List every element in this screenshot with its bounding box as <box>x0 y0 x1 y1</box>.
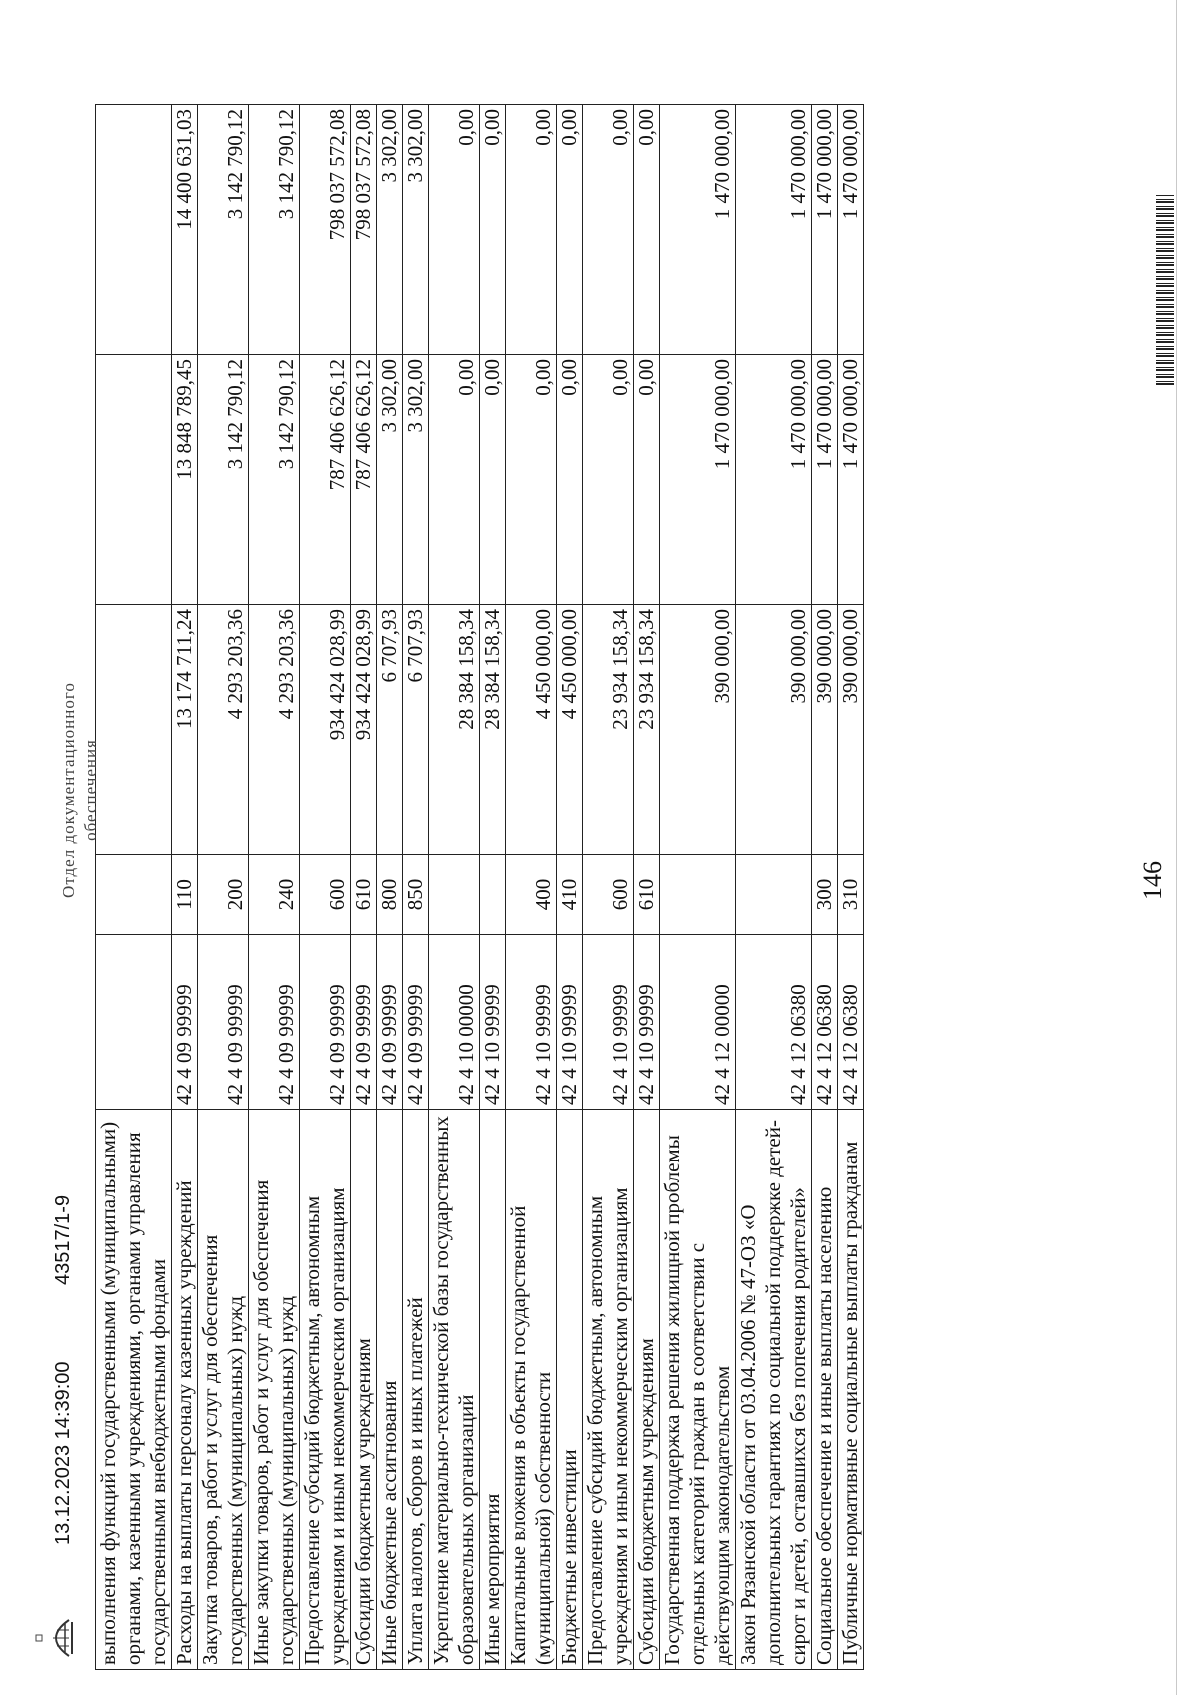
amount-year-2-cell: 0,00 <box>583 355 634 605</box>
budget-code-cell: 42 4 09 99999 <box>403 935 429 1110</box>
table-row <box>300 105 351 1670</box>
amount-year-1-cell <box>96 605 172 855</box>
amount-year-1-cell: 934 424 028,99 <box>300 605 351 855</box>
amount-year-3-cell: 1 470 000,00 <box>736 105 812 355</box>
table-row <box>429 105 480 1670</box>
expense-type-cell: 610 <box>634 855 660 935</box>
amount-year-1-cell: 13 174 711,24 <box>172 605 198 855</box>
emblem-stamp-icon <box>35 1616 75 1660</box>
amount-year-2-cell: 0,00 <box>480 355 506 605</box>
expense-type-cell: 400 <box>506 855 557 935</box>
budget-code-cell: 42 4 10 00000 <box>429 935 480 1110</box>
amount-year-1-cell: 934 424 028,99 <box>351 605 377 855</box>
amount-year-3-cell: 1 470 000,00 <box>660 105 736 355</box>
expense-type-cell: 850 <box>403 855 429 935</box>
amount-year-3-cell: 3 142 790,12 <box>198 105 249 355</box>
amount-year-1-cell: 390 000,00 <box>838 605 864 855</box>
amount-year-2-cell: 1 470 000,00 <box>660 355 736 605</box>
expense-type-cell: 110 <box>172 855 198 935</box>
amount-year-2-cell: 787 406 626,12 <box>300 355 351 605</box>
amount-year-2-cell: 1 470 000,00 <box>812 355 838 605</box>
row-name-cell: Уплата налогов, сборов и иных платежей <box>403 1110 429 1670</box>
row-name-cell: Государственная поддержка решения жилищной проблемы отдельных категорий граждан в соответствии с действующим законодательством <box>660 1110 736 1670</box>
budget-code-cell: 42 4 09 99999 <box>249 935 300 1110</box>
table-row <box>96 105 172 1670</box>
table-row <box>198 105 249 1670</box>
table-row <box>480 105 506 1670</box>
table-row <box>634 105 660 1670</box>
amount-year-1-cell: 390 000,00 <box>812 605 838 855</box>
row-name-cell: Закон Рязанской области от 03.04.2006 № 47-ОЗ «О дополнительных гарантиях по социальной поддержке детей-сирот и детей, оставшихся без попечения родителей» <box>736 1110 812 1670</box>
budget-code-cell: 42 4 12 06380 <box>736 935 812 1110</box>
department-stamp-line1: Отдел документационного <box>59 682 78 898</box>
amount-year-3-cell: 0,00 <box>583 105 634 355</box>
row-name-cell: Капитальные вложения в объекты государственной (муниципальной) собственности <box>506 1110 557 1670</box>
row-name-cell: Предоставление субсидий бюджетным, автономным учреждениям и иным некоммерческим организациям <box>300 1110 351 1670</box>
amount-year-2-cell: 3 142 790,12 <box>249 355 300 605</box>
page-number: 146 <box>1138 861 1167 900</box>
amount-year-3-cell <box>96 105 172 355</box>
expense-type-cell: 600 <box>583 855 634 935</box>
amount-year-1-cell: 4 450 000,00 <box>557 605 583 855</box>
amount-year-1-cell: 23 934 158,34 <box>634 605 660 855</box>
amount-year-3-cell: 0,00 <box>634 105 660 355</box>
table-row <box>506 105 557 1670</box>
expense-type-cell <box>480 855 506 935</box>
amount-year-1-cell: 390 000,00 <box>736 605 812 855</box>
expense-type-cell: 240 <box>249 855 300 935</box>
expense-type-cell: 800 <box>377 855 403 935</box>
budget-code-cell: 42 4 09 99999 <box>377 935 403 1110</box>
amount-year-1-cell: 28 384 158,34 <box>480 605 506 855</box>
table-row <box>660 105 736 1670</box>
budget-code-cell: 42 4 09 99999 <box>172 935 198 1110</box>
expense-type-cell: 310 <box>838 855 864 935</box>
amount-year-3-cell: 3 302,00 <box>403 105 429 355</box>
row-name-cell: выполнения функций государственными (муниципальными) органами, казенными учреждениями, органами управления государственными внебюджетными фондами <box>96 1110 172 1670</box>
amount-year-1-cell: 4 450 000,00 <box>506 605 557 855</box>
table-row <box>403 105 429 1670</box>
table-row <box>172 105 198 1670</box>
row-name-cell: Иные закупки товаров, работ и услуг для обеспечения государственных (муниципальных) нужд <box>249 1110 300 1670</box>
amount-year-2-cell <box>96 355 172 605</box>
department-stamp <box>58 645 102 935</box>
amount-year-2-cell: 0,00 <box>506 355 557 605</box>
row-name-cell: Расходы на выплаты персоналу казенных учреждений <box>172 1110 198 1670</box>
budget-code-cell: 42 4 09 99999 <box>198 935 249 1110</box>
table-row <box>351 105 377 1670</box>
amount-year-2-cell: 787 406 626,12 <box>351 355 377 605</box>
budget-code-cell: 42 4 12 00000 <box>660 935 736 1110</box>
amount-year-2-cell: 3 302,00 <box>403 355 429 605</box>
budget-table-body <box>96 105 864 1670</box>
budget-code-cell: 42 4 12 06380 <box>838 935 864 1110</box>
amount-year-3-cell: 3 302,00 <box>377 105 403 355</box>
amount-year-1-cell: 6 707,93 <box>377 605 403 855</box>
budget-code-cell: 42 4 10 99999 <box>634 935 660 1110</box>
expense-type-cell <box>660 855 736 935</box>
amount-year-1-cell: 390 000,00 <box>660 605 736 855</box>
budget-code-cell: 42 4 12 06380 <box>812 935 838 1110</box>
footer-doc-number: 43517/1-9 <box>52 1194 74 1285</box>
amount-year-1-cell: 6 707,93 <box>403 605 429 855</box>
row-name-cell: Предоставление субсидий бюджетным, автономным учреждениям и иным некоммерческим организациям <box>583 1110 634 1670</box>
amount-year-3-cell: 0,00 <box>429 105 480 355</box>
table-row <box>377 105 403 1670</box>
amount-year-2-cell: 1 470 000,00 <box>838 355 864 605</box>
expense-type-cell: 610 <box>351 855 377 935</box>
table-row <box>557 105 583 1670</box>
budget-code-cell: 42 4 09 99999 <box>300 935 351 1110</box>
amount-year-3-cell: 3 142 790,12 <box>249 105 300 355</box>
budget-code-cell: 42 4 10 99999 <box>480 935 506 1110</box>
table-row <box>583 105 634 1670</box>
row-name-cell: Укрепление материально-технической базы государственных образовательных организаций <box>429 1110 480 1670</box>
expense-type-cell: 200 <box>198 855 249 935</box>
amount-year-2-cell: 0,00 <box>634 355 660 605</box>
row-name-cell: Иные мероприятия <box>480 1110 506 1670</box>
expense-type-cell <box>736 855 812 935</box>
amount-year-3-cell: 0,00 <box>480 105 506 355</box>
amount-year-2-cell: 0,00 <box>429 355 480 605</box>
budget-code-cell: 42 4 10 99999 <box>557 935 583 1110</box>
amount-year-1-cell: 28 384 158,34 <box>429 605 480 855</box>
budget-code-cell: 42 4 09 99999 <box>351 935 377 1110</box>
budget-code-cell: 42 4 10 99999 <box>583 935 634 1110</box>
amount-year-2-cell: 13 848 789,45 <box>172 355 198 605</box>
expense-type-cell: 410 <box>557 855 583 935</box>
amount-year-1-cell: 4 293 203,36 <box>198 605 249 855</box>
amount-year-2-cell: 3 302,00 <box>377 355 403 605</box>
row-name-cell: Субсидии бюджетным учреждениям <box>351 1110 377 1670</box>
budget-code-cell <box>96 935 172 1110</box>
amount-year-2-cell: 0,00 <box>557 355 583 605</box>
amount-year-3-cell: 0,00 <box>557 105 583 355</box>
table-row <box>249 105 300 1670</box>
amount-year-2-cell: 1 470 000,00 <box>736 355 812 605</box>
row-name-cell: Публичные нормативные социальные выплаты гражданам <box>838 1110 864 1670</box>
amount-year-3-cell: 1 470 000,00 <box>838 105 864 355</box>
amount-year-3-cell: 0,00 <box>506 105 557 355</box>
expense-type-cell <box>96 855 172 935</box>
expense-type-cell: 300 <box>812 855 838 935</box>
amount-year-3-cell: 798 037 572,08 <box>300 105 351 355</box>
amount-year-3-cell: 1 470 000,00 <box>812 105 838 355</box>
row-name-cell: Иные бюджетные ассигнования <box>377 1110 403 1670</box>
department-stamp-line2: обеспечения <box>81 739 100 841</box>
budget-table <box>95 104 864 1670</box>
amount-year-1-cell: 23 934 158,34 <box>583 605 634 855</box>
row-name-cell: Субсидии бюджетным учреждениям <box>634 1110 660 1670</box>
budget-code-cell: 42 4 10 99999 <box>506 935 557 1110</box>
scan-barcode <box>1156 195 1174 385</box>
table-row <box>736 105 812 1670</box>
expense-type-cell <box>429 855 480 935</box>
amount-year-3-cell: 798 037 572,08 <box>351 105 377 355</box>
row-name-cell: Закупка товаров, работ и услуг для обеспечения государственных (муниципальных) нужд <box>198 1110 249 1670</box>
amount-year-1-cell: 4 293 203,36 <box>249 605 300 855</box>
row-name-cell: Социальное обеспечение и иные выплаты населению <box>812 1110 838 1670</box>
footer-datetime: 13.12.2023 14:39:00 <box>52 1361 74 1545</box>
amount-year-2-cell: 3 142 790,12 <box>198 355 249 605</box>
amount-year-3-cell: 14 400 631,03 <box>172 105 198 355</box>
row-name-cell: Бюджетные инвестиции <box>557 1110 583 1670</box>
table-row <box>812 105 838 1670</box>
table-row <box>838 105 864 1670</box>
expense-type-cell: 600 <box>300 855 351 935</box>
